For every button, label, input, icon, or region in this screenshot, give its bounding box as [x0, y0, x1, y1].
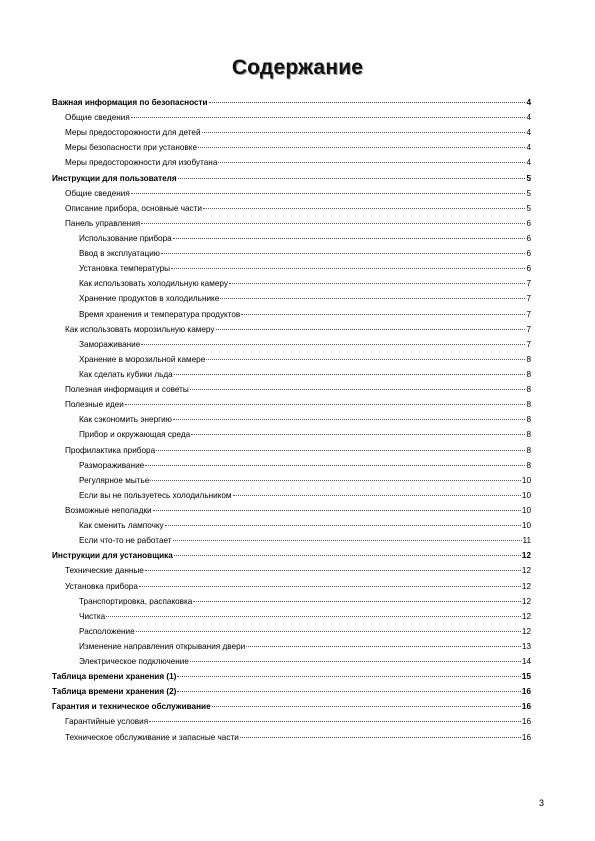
toc-dot-leader [209, 102, 526, 103]
toc-entry-page: 8 [526, 430, 531, 440]
toc-entry-label: Техническое обслуживание и запасные части [65, 732, 239, 742]
toc-subsection-entry[interactable] [52, 579, 531, 594]
toc-subsection-entry[interactable] [52, 201, 531, 216]
toc-entry-page: 5 [526, 188, 531, 198]
toc-section-entry[interactable] [52, 669, 531, 684]
page-number: 3 [538, 798, 544, 808]
toc-entry-page: 10 [521, 521, 531, 531]
toc-dot-leader [149, 721, 521, 722]
toc-entry-label: Гарантия и техническое обслуживание [52, 702, 211, 712]
toc-subsection-entry[interactable] [52, 216, 531, 231]
toc-dot-leader [190, 661, 521, 662]
toc-section-entry[interactable] [52, 95, 531, 110]
toc-subsection-entry[interactable] [52, 125, 531, 140]
toc-subsection-entry[interactable] [52, 291, 531, 306]
toc-entry-page: 7 [526, 294, 531, 304]
toc-entry-page: 4 [526, 113, 531, 123]
toc-entry-page: 8 [526, 385, 531, 395]
toc-subsection-entry[interactable] [52, 322, 531, 337]
toc-entry-label: Изменение направления открывания двери [79, 641, 246, 651]
toc-subsection-entry[interactable] [52, 503, 531, 518]
toc-subsection-entry[interactable] [52, 714, 531, 729]
toc-entry-page: 12 [521, 626, 531, 636]
toc-dot-leader [125, 404, 526, 405]
toc-entry-label: Размораживание [79, 460, 145, 470]
toc-dot-leader [131, 117, 526, 118]
toc-section-entry[interactable] [52, 548, 531, 563]
toc-entry-page: 7 [526, 324, 531, 334]
toc-subsection-entry[interactable] [52, 518, 531, 533]
toc-subsection-entry[interactable] [52, 352, 531, 367]
toc-entry-page: 8 [526, 415, 531, 425]
toc-entry-page: 11 [522, 536, 531, 546]
toc-entry-page: 4 [526, 158, 531, 168]
toc-dot-leader [241, 314, 525, 315]
toc-section-entry[interactable] [52, 684, 531, 699]
toc-subsection-entry[interactable] [52, 397, 531, 412]
toc-entry-label: Как использовать морозильную камеру [65, 324, 215, 334]
toc-subsection-entry[interactable] [52, 246, 531, 261]
toc-entry-page: 8 [526, 354, 531, 364]
toc-dot-leader [156, 450, 525, 451]
toc-entry-label: Описание прибора, основные части [65, 203, 202, 213]
toc-entry-page: 6 [526, 264, 531, 274]
toc-entry-label: Как использовать холодильную камеру [79, 279, 228, 289]
toc-entry-page: 16 [521, 717, 531, 727]
toc-entry-page: 10 [521, 490, 531, 500]
toc-entry-page: 5 [526, 203, 531, 213]
toc-entry-label: Как сэкономить энергию [79, 415, 172, 425]
toc-entry-page: 12 [521, 581, 531, 591]
toc-entry-label: Время хранения и температура продуктов [79, 309, 241, 319]
toc-dot-leader [174, 555, 521, 556]
toc-subsection-entry[interactable] [52, 594, 531, 609]
toc-entry-label: Технические данные [65, 566, 144, 576]
toc-entry-page: 6 [526, 249, 531, 259]
toc-entry-label: Инструкции для установщика [52, 551, 173, 561]
page-title: Содержание [231, 56, 364, 79]
toc-entry-label: Ввод в эксплуатацию [79, 249, 160, 259]
toc-subsection-entry[interactable] [52, 563, 531, 578]
toc-entry-label: Панель управления [65, 218, 141, 228]
toc-subsection-entry[interactable] [52, 427, 531, 442]
toc-subsection-entry[interactable] [52, 140, 531, 155]
toc-entry-page: 13 [521, 641, 531, 651]
toc-entry-page: 15 [521, 672, 531, 682]
toc-dot-leader [173, 419, 526, 420]
toc-subsection-entry[interactable] [52, 186, 531, 201]
toc-dot-leader [139, 586, 521, 587]
toc-entry-page: 7 [526, 309, 531, 319]
toc-dot-leader [161, 253, 526, 254]
toc-entry-page: 10 [521, 475, 531, 485]
toc-subsection-entry[interactable] [52, 155, 531, 170]
toc-entry-label: Замораживание [79, 339, 141, 349]
toc-subsection-entry[interactable] [52, 609, 531, 624]
toc-subsection-entry[interactable] [52, 473, 531, 488]
toc-entry-label: Меры безопасности при установке [65, 143, 198, 153]
toc-dot-leader [191, 434, 525, 435]
toc-subsection-entry[interactable] [52, 337, 531, 352]
toc-subsection-entry[interactable] [52, 307, 531, 322]
toc-entry-label: Электрическое подключение [79, 657, 189, 667]
toc-dot-leader [171, 268, 525, 269]
toc-entry-label: Возможные неполадки [65, 505, 152, 515]
toc-dot-leader [212, 706, 521, 707]
toc-entry-label: Меры предосторожности для детей [65, 128, 201, 138]
toc-dot-leader [202, 132, 526, 133]
toc-entry-label: Профилактика прибора [65, 445, 156, 455]
toc-dot-leader [173, 238, 526, 239]
toc-dot-leader [198, 147, 525, 148]
toc-entry-label: Меры предосторожности для изобутана [65, 158, 218, 168]
toc-dot-leader [131, 193, 526, 194]
toc-dot-leader [177, 691, 521, 692]
toc-subsection-entry[interactable] [52, 261, 531, 276]
toc-dot-leader [177, 676, 521, 677]
toc-dot-leader [220, 298, 525, 299]
toc-dot-leader [240, 737, 521, 738]
toc-entry-page: 16 [521, 687, 531, 697]
toc-entry-label: Если что-то не работает [79, 536, 172, 546]
toc-entry-label: Хранение в морозильной камере [79, 354, 206, 364]
toc-dot-leader [153, 510, 521, 511]
toc-entry-page: 12 [521, 566, 531, 576]
toc-entry-label: Таблица времени хранения (2) [52, 687, 177, 697]
toc-entry-page: 12 [521, 611, 531, 621]
toc-dot-leader [141, 223, 525, 224]
toc-dot-leader [145, 465, 525, 466]
toc-entry-page: 8 [526, 369, 531, 379]
toc-dot-leader [150, 480, 521, 481]
toc-subsection-entry[interactable] [52, 654, 531, 669]
toc-entry-label: Полезные идеи [65, 400, 124, 410]
toc-entry-page: 16 [521, 702, 531, 712]
toc-entry-page: 7 [526, 339, 531, 349]
toc-entry-label: Установка температуры [79, 264, 171, 274]
toc-entry-page: 5 [526, 173, 531, 183]
toc-dot-leader [145, 570, 521, 571]
toc-subsection-entry[interactable] [52, 367, 531, 382]
toc-dot-leader [246, 646, 521, 647]
toc-subsection-entry[interactable] [52, 639, 531, 654]
toc-dot-leader [174, 374, 526, 375]
toc-entry-page: 12 [521, 551, 531, 561]
toc-entry-label: Как сменить лампочку [79, 521, 164, 531]
toc-subsection-entry[interactable] [52, 533, 531, 548]
toc-dot-leader [218, 162, 525, 163]
toc-subsection-entry[interactable] [52, 276, 531, 291]
toc-entry-label: Регулярное мытье [79, 475, 150, 485]
toc-entry-page: 8 [526, 445, 531, 455]
toc-dot-leader [190, 389, 526, 390]
toc-entry-label: Важная информация по безопасности [52, 98, 208, 107]
toc-entry-page: 4 [526, 143, 531, 153]
toc-entry-label: Хранение продуктов в холодильнике [79, 294, 220, 304]
toc-entry-page: 16 [521, 732, 531, 742]
toc-subsection-entry[interactable] [52, 443, 531, 458]
toc-entry-page: 8 [526, 400, 531, 410]
toc-entry-label: Как сделать кубики льда [79, 369, 173, 379]
toc-dot-leader [173, 540, 522, 541]
toc-dot-leader [203, 208, 525, 209]
toc-subsection-entry[interactable] [52, 412, 531, 427]
toc-dot-leader [106, 616, 521, 617]
toc-subsection-entry[interactable] [52, 382, 531, 397]
toc-subsection-entry[interactable] [52, 110, 531, 125]
toc-entry-label: Гарантийные условия [65, 717, 149, 727]
toc-entry-page: 4 [526, 128, 531, 138]
toc-entry-label: Использование прибора [79, 233, 172, 243]
toc-entry-page: 6 [526, 218, 531, 228]
toc-entry-page: 10 [521, 505, 531, 515]
toc-entry-page: 14 [521, 657, 531, 667]
toc-entry-label: Установка прибора [65, 581, 138, 591]
toc-subsection-entry[interactable] [52, 488, 531, 503]
toc-entry-label: Общие сведения [65, 188, 130, 198]
toc-entry-page: 7 [526, 279, 531, 289]
table-of-contents [52, 95, 531, 745]
toc-entry-label: Инструкции для пользователя [52, 173, 177, 183]
toc-entry-page: 12 [521, 596, 531, 606]
toc-dot-leader [141, 344, 525, 345]
toc-dot-leader [193, 601, 521, 602]
toc-section-entry[interactable] [52, 699, 531, 714]
toc-entry-label: Прибор и окружающая среда [79, 430, 191, 440]
toc-dot-leader [178, 178, 526, 179]
toc-subsection-entry[interactable] [52, 458, 531, 473]
toc-entry-label: Таблица времени хранения (1) [52, 672, 177, 682]
toc-subsection-entry[interactable] [52, 730, 531, 745]
toc-dot-leader [136, 631, 521, 632]
toc-entry-label: Транспортировка, распаковка [79, 596, 193, 606]
toc-entry-label: Расположение [79, 626, 135, 636]
toc-subsection-entry[interactable] [52, 231, 531, 246]
toc-entry-label: Чистка [79, 611, 106, 621]
toc-entry-label: Если вы не пользуетесь холодильником [79, 490, 232, 500]
toc-dot-leader [233, 495, 521, 496]
toc-section-entry[interactable] [52, 171, 531, 186]
toc-subsection-entry[interactable] [52, 624, 531, 639]
toc-entry-label: Общие сведения [65, 113, 130, 123]
toc-entry-page: 4 [526, 98, 531, 107]
toc-entry-page: 6 [526, 233, 531, 243]
toc-dot-leader [216, 329, 526, 330]
toc-entry-label: Полезная информация и советы [65, 385, 189, 395]
toc-dot-leader [229, 283, 526, 284]
toc-dot-leader [206, 359, 525, 360]
toc-dot-leader [165, 525, 521, 526]
toc-entry-page: 8 [526, 460, 531, 470]
